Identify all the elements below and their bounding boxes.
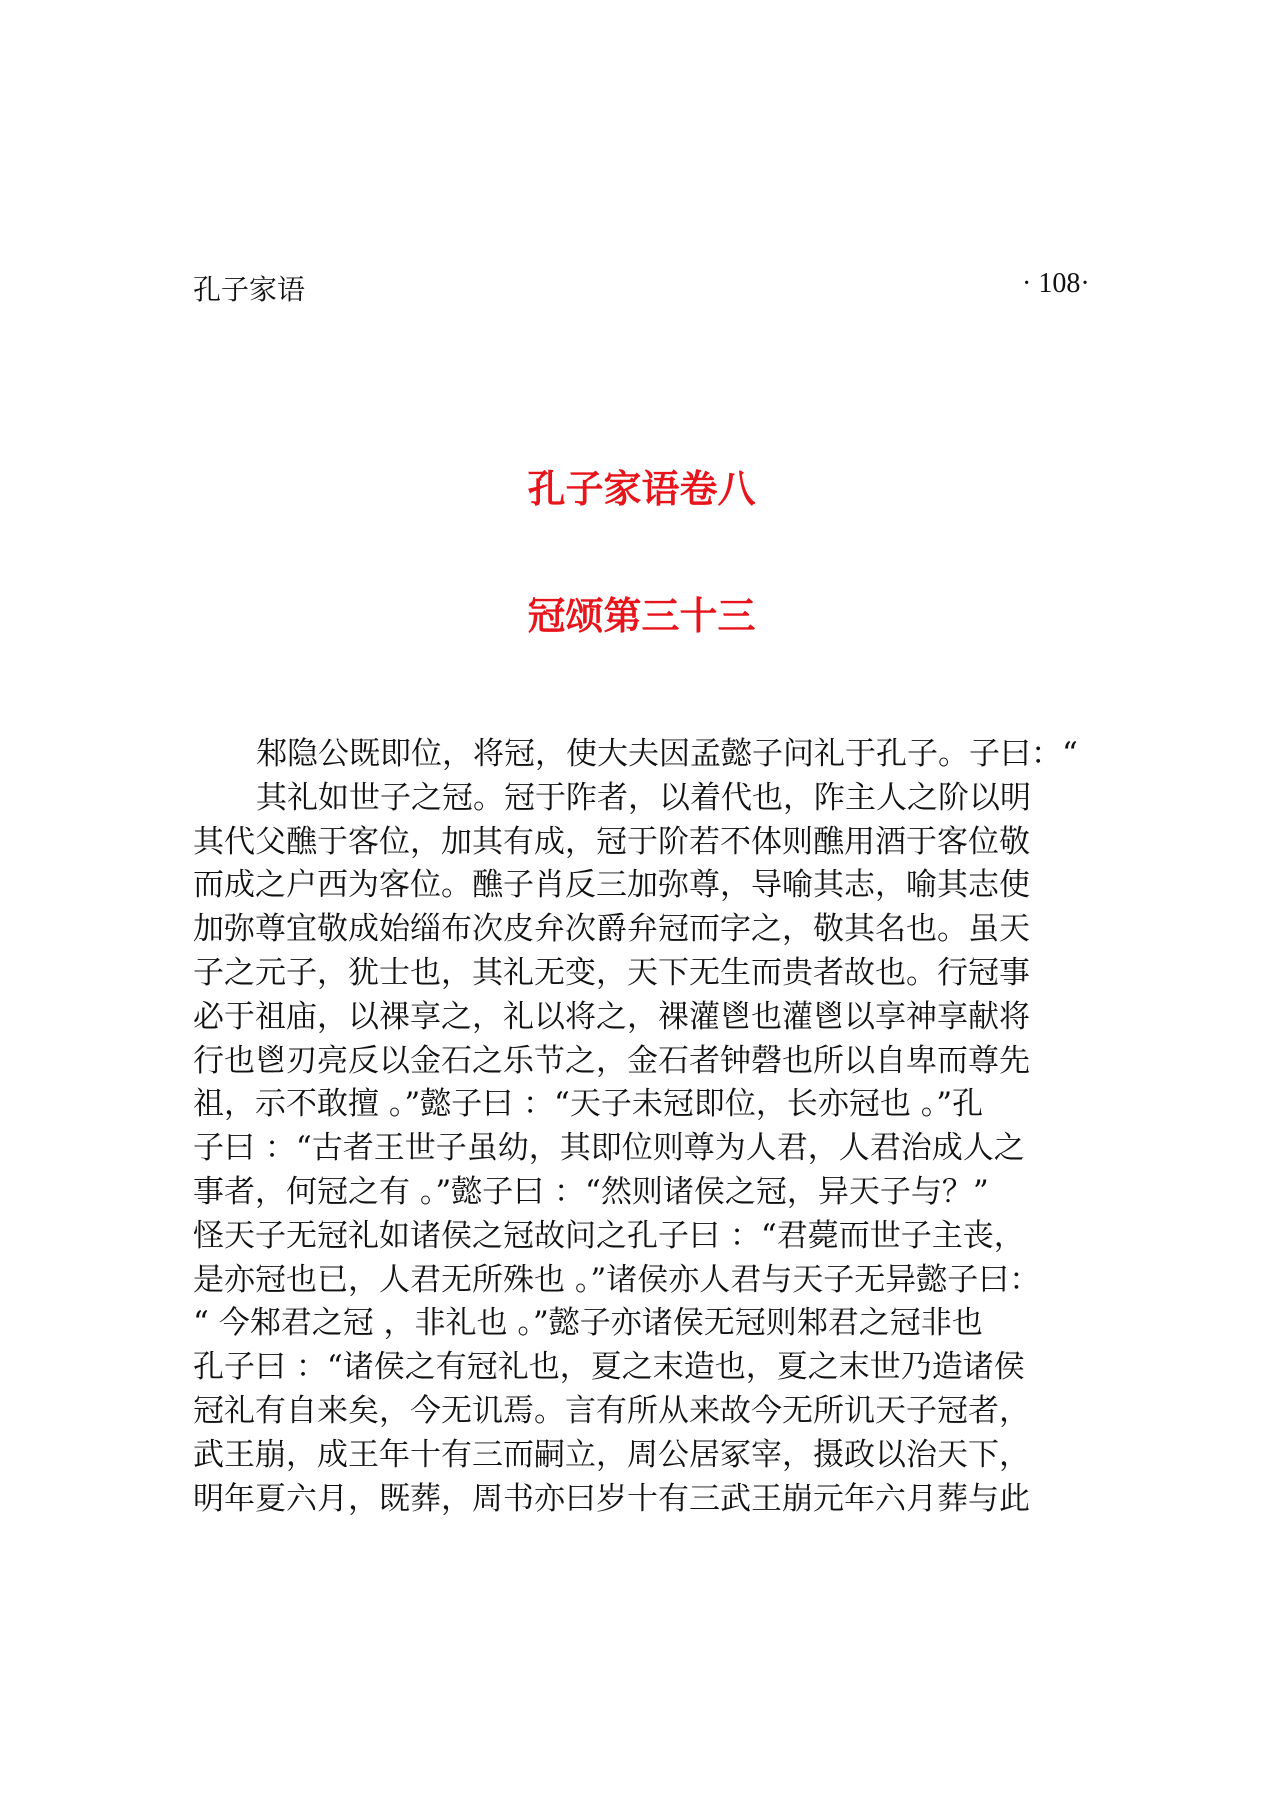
text-line: 必于祖庙，以祼享之，礼以将之，祼灌鬯也灌鬯以享神享献将: [193, 998, 1030, 1035]
text-line: 冠礼有自来矣，今无讥焉。言有所从来故今无所讥天子冠者，: [193, 1392, 1030, 1429]
text-line: “ 今邾君之冠 ，非礼也 。”懿子亦诸侯无冠则邾君之冠非也: [193, 1305, 983, 1342]
body-text: [193, 733, 1093, 1521]
page-number: · 108·: [1022, 268, 1090, 299]
text-line: 而成之户西为客位。醮子肖反三加弥尊，导喻其志，喻其志使: [193, 867, 1030, 904]
text-line: 其礼如世子之冠。冠于阼者，以着代也，阼主人之阶以明: [256, 779, 1031, 816]
running-header-title: 孔子家语: [193, 273, 306, 306]
text-line: 是亦冠也已，人君无所殊也 。”诸侯亦人君与天子无异懿子曰：: [193, 1261, 1041, 1298]
volume-title: 孔子家语卷八: [527, 467, 756, 511]
chapter-title: 冠颂第三十三: [527, 594, 756, 638]
text-line: 行也鬯刃亮反以金石之乐节之，金石者钟磬也所以自卑而尊先: [193, 1042, 1030, 1079]
text-line: 祖，示不敢擅 。”懿子曰 ：“天子未冠即位，长亦冠也 。”孔: [193, 1086, 984, 1123]
text-line: 加弥尊宜敬成始缁布次皮弁次爵弁冠而字之，敬其名也。虽天: [193, 911, 1030, 948]
text-line: 邾隐公既即位，将冠，使大夫因孟懿子问礼于孔子。子曰：“: [256, 736, 1078, 772]
text-line: 事者，何冠之有 。”懿子曰 ：“然则诸侯之冠，异天子与？”: [193, 1173, 989, 1210]
text-line: 怪天子无冠礼如诸侯之冠故问之孔子曰 ：“君薨而世子主丧，: [193, 1217, 1025, 1254]
text-line: 孔子曰 ：“诸侯之有冠礼也，夏之末造也，夏之末世乃造诸侯: [193, 1349, 1025, 1386]
text-line: 其代父醮于客位，加其有成，冠于阶若不体则醮用酒于客位敬: [193, 823, 1030, 860]
text-line: 子之元子，犹士也，其礼无变，天下无生而贵者故也。行冠事: [193, 954, 1030, 991]
text-line: 子曰 ：“古者王世子虽幼，其即位则尊为人君，人君治成人之: [193, 1130, 1025, 1167]
text-line: 武王崩，成王年十有三而嗣立，周公居冢宰，摄政以治天下，: [193, 1436, 1030, 1473]
text-line: 明年夏六月，既葬，周书亦曰岁十有三武王崩元年六月葬与此: [193, 1480, 1030, 1517]
